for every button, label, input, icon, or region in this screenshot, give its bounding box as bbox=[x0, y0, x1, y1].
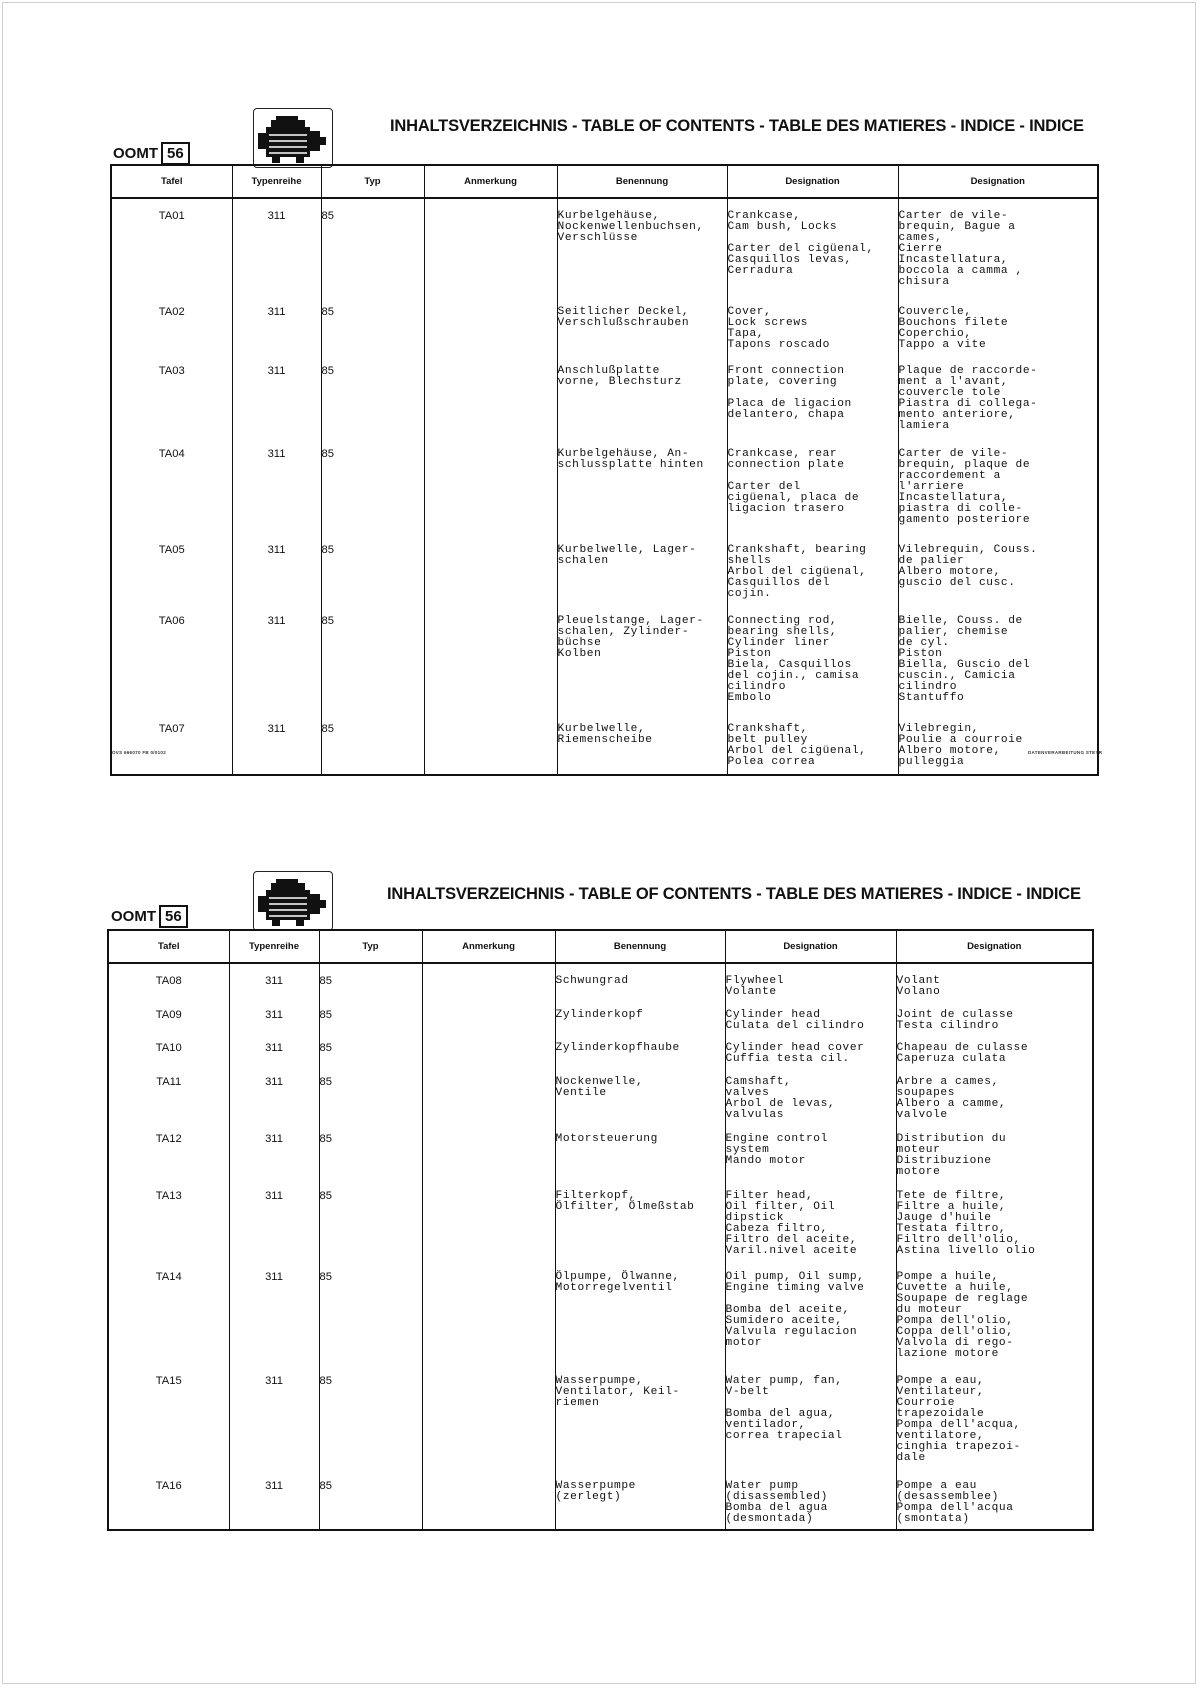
cell-tafel: TA16 bbox=[108, 1472, 229, 1529]
col-header-anmerkung: Anmerkung bbox=[424, 165, 557, 198]
cell-designation-en bbox=[725, 1068, 896, 1125]
cell-typenreihe: 311 bbox=[232, 440, 321, 536]
cell-typenreihe: 311 bbox=[232, 198, 321, 298]
cell-anmerkung bbox=[422, 963, 555, 1001]
filler-cell bbox=[424, 774, 557, 775]
cell-benennung: Zylinderkopfhaube bbox=[555, 1034, 725, 1067]
cell-designation-fr: Tete de filtre, Filtre a huile, Jauge d'huile Testata filtro, Filtro dell'olio, Astina livello olio bbox=[896, 1182, 1093, 1263]
cell-tafel: TA02 bbox=[111, 298, 232, 357]
cell-typenreihe: 311 bbox=[229, 1367, 319, 1472]
filler-cell bbox=[725, 1529, 896, 1530]
cell-typ: 85 bbox=[319, 1034, 422, 1067]
cell-benennung: Nockenwelle, Ventile bbox=[555, 1068, 725, 1125]
cell-typ: 85 bbox=[321, 536, 424, 607]
cell-typ: 85 bbox=[319, 1125, 422, 1182]
cell-benennung: Motorsteuerung bbox=[555, 1125, 725, 1182]
designation-en-text: Connecting rod, bearing shells, Cylinder liner Piston Biela, Casquillos del cojin., camisa cilindro Embolo bbox=[727, 615, 860, 705]
designation-es-text: Bomba del aceite, Sumidero aceite, Valvula regulacion motor bbox=[725, 1303, 858, 1349]
code-number-box: 56 bbox=[159, 905, 188, 928]
filler-cell bbox=[229, 1529, 319, 1530]
col-header-tafel: Tafel bbox=[108, 930, 229, 963]
cell-typenreihe: 311 bbox=[232, 536, 321, 607]
cell-anmerkung bbox=[422, 1068, 555, 1125]
col-header-tafel: Tafel bbox=[111, 165, 232, 198]
table-row bbox=[108, 1263, 1093, 1368]
filler-cell bbox=[319, 1529, 422, 1530]
table-row bbox=[108, 1034, 1093, 1067]
cell-designation-fr: Arbre a cames, soupapes Albero a camme, valvole bbox=[896, 1068, 1093, 1125]
toc-body-1 bbox=[111, 198, 1098, 775]
cell-typ: 85 bbox=[319, 963, 422, 1001]
code-prefix: OOMT bbox=[111, 908, 156, 925]
cell-designation-en bbox=[725, 1182, 896, 1263]
cell-designation-fr: Distribution du moteur Distribuzione motore bbox=[896, 1125, 1093, 1182]
cell-benennung: Anschlußplatte vorne, Blechsturz bbox=[557, 357, 727, 440]
toc-table-1 bbox=[110, 164, 1099, 776]
cell-designation-en bbox=[727, 440, 898, 536]
col-header-typenreihe: Typenreihe bbox=[229, 930, 319, 963]
cell-benennung: Wasserpumpe (zerlegt) bbox=[555, 1472, 725, 1529]
cell-designation-fr: Joint de culasse Testa cilindro bbox=[896, 1001, 1093, 1034]
designation-en-text: Cylinder head Culata del cilindro bbox=[725, 1008, 865, 1032]
cell-anmerkung bbox=[424, 298, 557, 357]
designation-en-text: Cylinder head cover Cuffia testa cil. bbox=[725, 1042, 865, 1066]
cell-designation-en bbox=[725, 963, 896, 1001]
table-row bbox=[111, 198, 1098, 298]
cell-benennung: Filterkopf, Ölfilter, Ölmeßstab bbox=[555, 1182, 725, 1263]
filler-cell bbox=[727, 774, 898, 775]
cell-designation-en bbox=[725, 1263, 896, 1368]
cell-typenreihe: 311 bbox=[232, 607, 321, 715]
cell-tafel: TA09 bbox=[108, 1001, 229, 1034]
designation-es-text: Bomba del agua, ventilador, correa trapecial bbox=[725, 1408, 843, 1443]
table-header-row bbox=[108, 930, 1093, 963]
table-row bbox=[108, 1001, 1093, 1034]
cell-typ: 85 bbox=[319, 1263, 422, 1368]
cell-designation-en bbox=[725, 1472, 896, 1529]
footer-left: OVS 666070 FB 0/0102 bbox=[112, 750, 167, 755]
cell-typ: 85 bbox=[319, 1001, 422, 1034]
cell-designation-fr: Couvercle, Bouchons filete Coperchio, Tappo a vite bbox=[898, 298, 1098, 357]
cell-designation-en bbox=[725, 1034, 896, 1067]
cell-designation-fr: Carter de vile- brequin, Bague a cames, Cierre Incastellatura, boccola a camma , chisura bbox=[898, 198, 1098, 298]
filler-row bbox=[108, 1529, 1093, 1530]
col-header-designation-fr: Designation bbox=[896, 930, 1093, 963]
cell-tafel: TA07 bbox=[111, 715, 232, 774]
table-row bbox=[111, 440, 1098, 536]
designation-en-text: Oil pump, Oil sump, Engine timing valve bbox=[725, 1270, 865, 1294]
cell-designation-en bbox=[727, 198, 898, 298]
designation-en-text: Engine control system Mando motor bbox=[725, 1132, 828, 1167]
cell-anmerkung bbox=[424, 536, 557, 607]
cell-benennung: Schwungrad bbox=[555, 963, 725, 1001]
cell-designation-fr: Chapeau de culasse Caperuza culata bbox=[896, 1034, 1093, 1067]
cell-tafel: TA08 bbox=[108, 963, 229, 1001]
cell-typenreihe: 311 bbox=[229, 1263, 319, 1368]
cell-anmerkung bbox=[424, 607, 557, 715]
cell-anmerkung bbox=[422, 1125, 555, 1182]
designation-en-text: Crankcase, Cam bush, Locks bbox=[727, 210, 838, 233]
cell-typ: 85 bbox=[321, 715, 424, 774]
code-label bbox=[111, 905, 188, 928]
designation-en-text: Filter head, Oil filter, Oil dipstick Cabeza filtro, Filtro del aceite, Varil.nivel aceite bbox=[725, 1189, 858, 1257]
cell-benennung: Pleuelstange, Lager- schalen, Zylinder- büchse Kolben bbox=[557, 607, 727, 715]
cell-designation-en bbox=[725, 1367, 896, 1472]
toc-table-2 bbox=[107, 929, 1094, 1531]
cell-designation-en bbox=[725, 1001, 896, 1034]
cell-typ: 85 bbox=[321, 440, 424, 536]
cell-designation-en bbox=[727, 357, 898, 440]
cell-typ: 85 bbox=[319, 1367, 422, 1472]
cell-tafel: TA15 bbox=[108, 1367, 229, 1472]
designation-en-text: Flywheel Volante bbox=[725, 975, 785, 998]
table-header-row bbox=[111, 165, 1098, 198]
cell-typ: 85 bbox=[321, 357, 424, 440]
cell-anmerkung bbox=[422, 1472, 555, 1529]
table-row bbox=[111, 536, 1098, 607]
cell-designation-en bbox=[727, 536, 898, 607]
cell-typenreihe: 311 bbox=[232, 715, 321, 774]
cell-typ: 85 bbox=[319, 1182, 422, 1263]
cell-benennung: Zylinderkopf bbox=[555, 1001, 725, 1034]
designation-en-text: Crankcase, rear connection plate bbox=[727, 448, 845, 472]
cell-typ: 85 bbox=[321, 198, 424, 298]
cell-typenreihe: 311 bbox=[229, 1034, 319, 1067]
code-label bbox=[113, 142, 190, 165]
col-header-designation-fr: Designation bbox=[898, 165, 1098, 198]
page-title: INHALTSVERZEICHNIS - TABLE OF CONTENTS - TABLE DES MATIERES - INDICE - INDICE bbox=[390, 117, 1084, 135]
cell-designation-fr: Pompe a eau (desassemblee) Pompa dell'acqua (smontata) bbox=[896, 1472, 1093, 1529]
table-row bbox=[108, 1367, 1093, 1472]
cell-designation-fr: Plaque de raccorde- ment a l'avant, couvercle tole Piastra di collega- mento anteriore, lamiera bbox=[898, 357, 1098, 440]
cell-benennung: Kurbelwelle, Lager- schalen bbox=[557, 536, 727, 607]
designation-en-text: Crankshaft, belt pulley Arbol del cigüenal, Polea correa bbox=[727, 722, 867, 768]
cell-typenreihe: 311 bbox=[229, 1125, 319, 1182]
cell-anmerkung bbox=[422, 1001, 555, 1034]
cell-typenreihe: 311 bbox=[232, 357, 321, 440]
table-row bbox=[108, 1182, 1093, 1263]
cell-designation-en bbox=[725, 1125, 896, 1182]
table-row bbox=[111, 715, 1098, 774]
cell-designation-en bbox=[727, 298, 898, 357]
filler-cell bbox=[321, 774, 424, 775]
cell-anmerkung bbox=[424, 715, 557, 774]
col-header-benennung: Benennung bbox=[555, 930, 725, 963]
cell-typ: 85 bbox=[321, 607, 424, 715]
col-header-benennung: Benennung bbox=[557, 165, 727, 198]
cell-typenreihe: 311 bbox=[229, 1182, 319, 1263]
cell-tafel: TA05 bbox=[111, 536, 232, 607]
col-header-typ: Typ bbox=[319, 930, 422, 963]
cell-typenreihe: 311 bbox=[229, 1001, 319, 1034]
designation-es-text: Carter del cigüenal, placa de ligacion trasero bbox=[727, 481, 860, 516]
cell-benennung: Kurbelgehäuse, An- schlussplatte hinten bbox=[557, 440, 727, 536]
cell-tafel: TA04 bbox=[111, 440, 232, 536]
cell-designation-fr: Vilebrequin, Couss. de palier Albero motore, guscio del cusc. bbox=[898, 536, 1098, 607]
table-row bbox=[111, 607, 1098, 715]
cell-tafel: TA03 bbox=[111, 357, 232, 440]
filler-cell bbox=[555, 1529, 725, 1530]
cell-benennung: Kurbelwelle, Riemenscheibe bbox=[557, 715, 727, 774]
cell-typenreihe: 311 bbox=[229, 1068, 319, 1125]
filler-cell bbox=[557, 774, 727, 775]
cell-designation-fr: Vilebregin, Poulie a courroie Albero motore, pulleggia bbox=[898, 715, 1098, 774]
filler-cell bbox=[898, 774, 1098, 775]
cell-benennung: Wasserpumpe, Ventilator, Keil- riemen bbox=[555, 1367, 725, 1472]
table-row bbox=[108, 1068, 1093, 1125]
designation-en-text: Cover, Lock screws Tapa, Tapons roscado bbox=[727, 306, 830, 352]
cell-typ: 85 bbox=[319, 1472, 422, 1529]
toc-body-2 bbox=[108, 963, 1093, 1530]
cell-anmerkung bbox=[424, 198, 557, 298]
designation-en-text: Front connection plate, covering bbox=[727, 364, 845, 388]
table-row bbox=[108, 1472, 1093, 1529]
filler-cell bbox=[111, 774, 232, 775]
cell-tafel: TA01 bbox=[111, 198, 232, 298]
cell-anmerkung bbox=[424, 440, 557, 536]
designation-es-text: Carter del cigüenal, Casquillos levas, Cerradura bbox=[727, 243, 874, 277]
cell-typ: 85 bbox=[321, 298, 424, 357]
cell-tafel: TA11 bbox=[108, 1068, 229, 1125]
cell-benennung: Kurbelgehäuse, Nockenwellenbuchsen, Verschlüsse bbox=[557, 198, 727, 298]
cell-designation-fr: Carter de vile- brequin, plaque de raccordement a l'arriere Incastellatura, piastra di colle- gamento posteriore bbox=[898, 440, 1098, 536]
cell-designation-en bbox=[727, 607, 898, 715]
cell-tafel: TA13 bbox=[108, 1182, 229, 1263]
cell-designation-fr: Pompe a eau, Ventilateur, Courroie trapezoidale Pompa dell'acqua, ventilatore, cinghia trapezoi- dale bbox=[896, 1367, 1093, 1472]
footer-right: DATENVERARBEITUNG STEYR bbox=[1028, 750, 1103, 755]
cell-benennung: Ölpumpe, Ölwanne, Motorregelventil bbox=[555, 1263, 725, 1368]
cell-anmerkung bbox=[422, 1367, 555, 1472]
filler-cell bbox=[232, 774, 321, 775]
designation-en-text: Crankshaft, bearing shells Arbol del cigüenal, Casquillos del cojin. bbox=[727, 543, 867, 600]
designation-en-text: Camshaft, valves Arbol de levas, valvulas bbox=[725, 1075, 836, 1121]
cell-anmerkung bbox=[422, 1182, 555, 1263]
designation-en-text: Water pump (disassembled) Bomba del agua (desmontada) bbox=[725, 1479, 828, 1525]
engine-icon bbox=[253, 871, 333, 931]
engine-icon bbox=[253, 108, 333, 168]
cell-tafel: TA14 bbox=[108, 1263, 229, 1368]
filler-cell bbox=[422, 1529, 555, 1530]
cell-typenreihe: 311 bbox=[232, 298, 321, 357]
cell-tafel: TA12 bbox=[108, 1125, 229, 1182]
designation-es-text: Placa de ligacion delantero, chapa bbox=[727, 397, 852, 421]
col-header-typ: Typ bbox=[321, 165, 424, 198]
col-header-typenreihe: Typenreihe bbox=[232, 165, 321, 198]
filler-row bbox=[111, 774, 1098, 775]
col-header-designation-en: Designation bbox=[727, 165, 898, 198]
cell-anmerkung bbox=[422, 1034, 555, 1067]
col-header-designation-en: Designation bbox=[725, 930, 896, 963]
designation-en-text: Water pump, fan, V-belt bbox=[725, 1375, 843, 1399]
cell-typ: 85 bbox=[319, 1068, 422, 1125]
page-title: INHALTSVERZEICHNIS - TABLE OF CONTENTS - TABLE DES MATIERES - INDICE - INDICE bbox=[387, 885, 1081, 903]
cell-designation-en bbox=[727, 715, 898, 774]
cell-benennung: Seitlicher Deckel, Verschlußschrauben bbox=[557, 298, 727, 357]
cell-anmerkung bbox=[424, 357, 557, 440]
cell-designation-fr: Bielle, Couss. de palier, chemise de cyl. Piston Biella, Guscio del cuscin., Camicia cilindro Stantuffo bbox=[898, 607, 1098, 715]
cell-designation-fr: Pompe a huile, Cuvette a huile, Soupape de reglage du moteur Pompa dell'olio, Coppa dell'olio, Valvola di rego- lazione motore bbox=[896, 1263, 1093, 1368]
table-row bbox=[108, 1125, 1093, 1182]
col-header-anmerkung: Anmerkung bbox=[422, 930, 555, 963]
cell-typenreihe: 311 bbox=[229, 963, 319, 1001]
table-row bbox=[108, 963, 1093, 1001]
code-prefix: OOMT bbox=[113, 145, 158, 162]
cell-tafel: TA06 bbox=[111, 607, 232, 715]
cell-anmerkung bbox=[422, 1263, 555, 1368]
filler-cell bbox=[108, 1529, 229, 1530]
code-number-box: 56 bbox=[161, 142, 190, 165]
cell-designation-fr: Volant Volano bbox=[896, 963, 1093, 1001]
cell-typenreihe: 311 bbox=[229, 1472, 319, 1529]
filler-cell bbox=[896, 1529, 1093, 1530]
table-row bbox=[111, 357, 1098, 440]
spacer bbox=[726, 1294, 896, 1305]
table-row bbox=[111, 298, 1098, 357]
cell-tafel: TA10 bbox=[108, 1034, 229, 1067]
